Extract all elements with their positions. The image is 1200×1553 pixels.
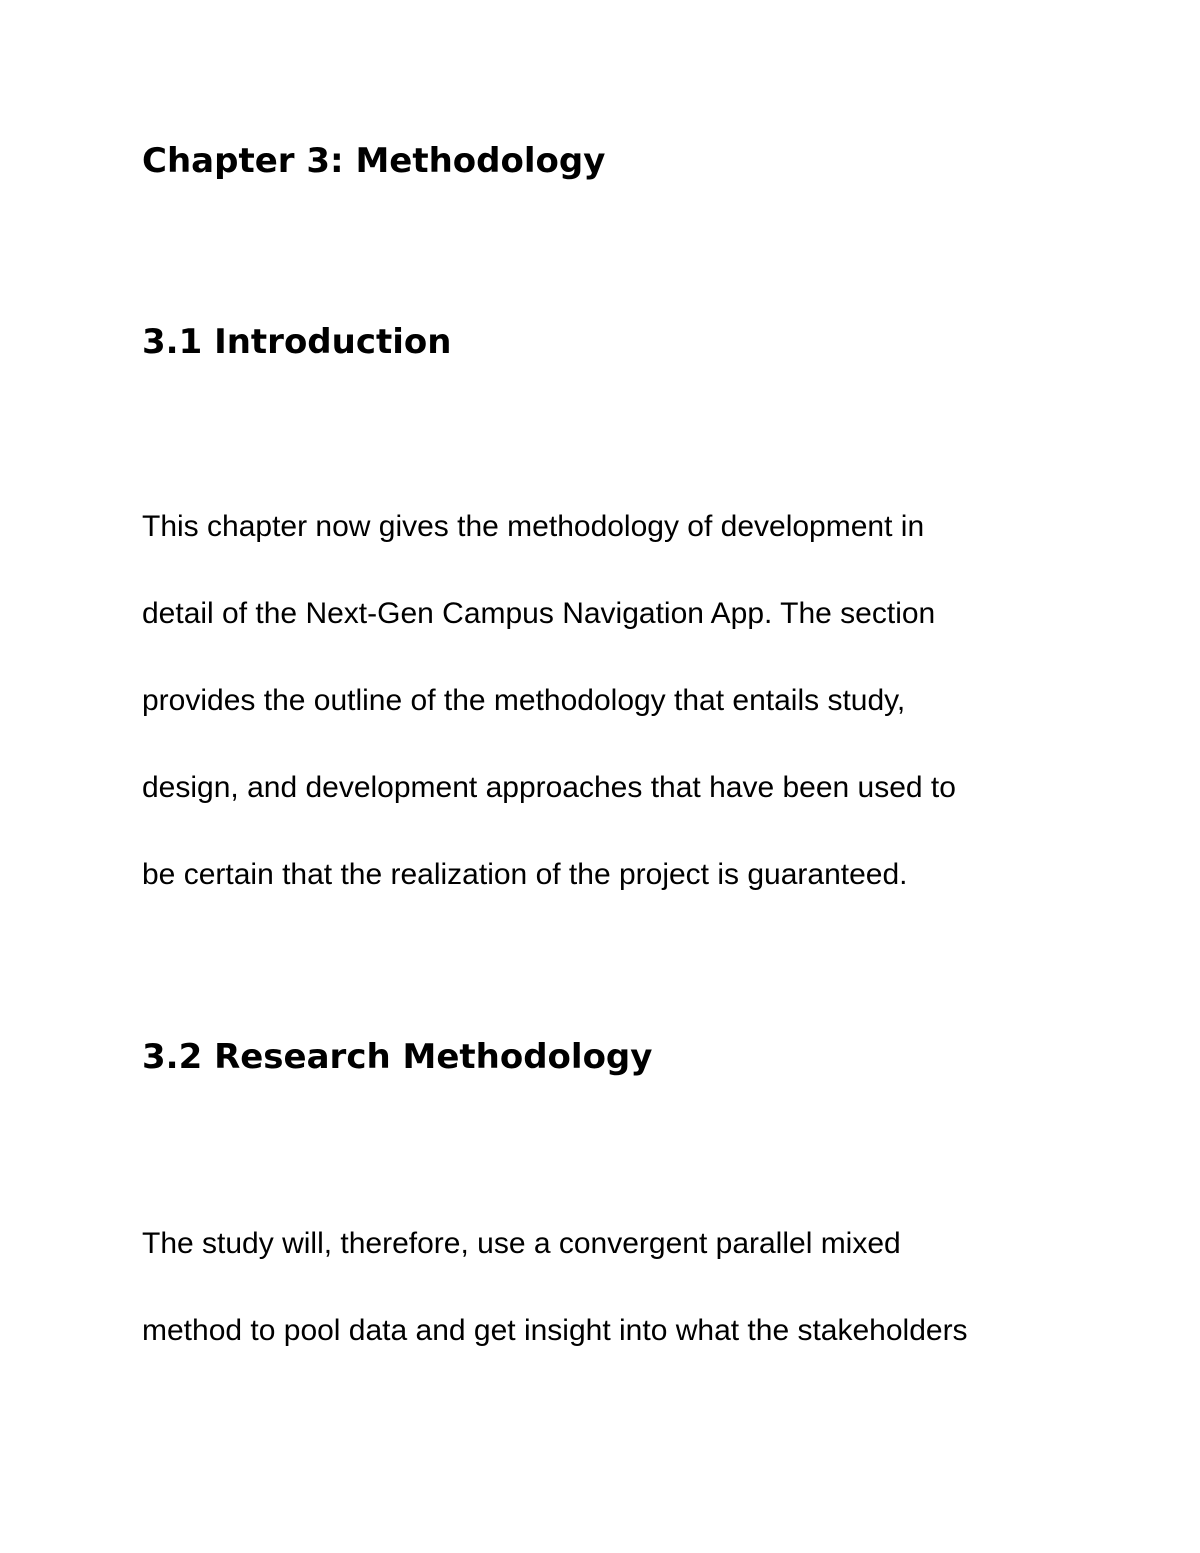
paragraph-line: The study will, therefore, use a convergent parallel mixed	[142, 1227, 901, 1260]
paragraph-line: method to pool data and get insight into what the stakeholders	[142, 1314, 968, 1347]
section-heading-introduction: 3.1 Introduction	[142, 322, 452, 362]
paragraph-line: This chapter now gives the methodology of development in	[142, 510, 925, 543]
paragraph-line: provides the outline of the methodology that entails study,	[142, 684, 906, 717]
chapter-title: Chapter 3: Methodology	[142, 141, 606, 181]
paragraph-line: be certain that the realization of the project is guaranteed.	[142, 858, 908, 891]
section-heading-research-methodology: 3.2 Research Methodology	[142, 1037, 653, 1077]
paragraph-line: design, and development approaches that have been used to	[142, 771, 956, 804]
paragraph-line: detail of the Next-Gen Campus Navigation App. The section	[142, 597, 936, 630]
